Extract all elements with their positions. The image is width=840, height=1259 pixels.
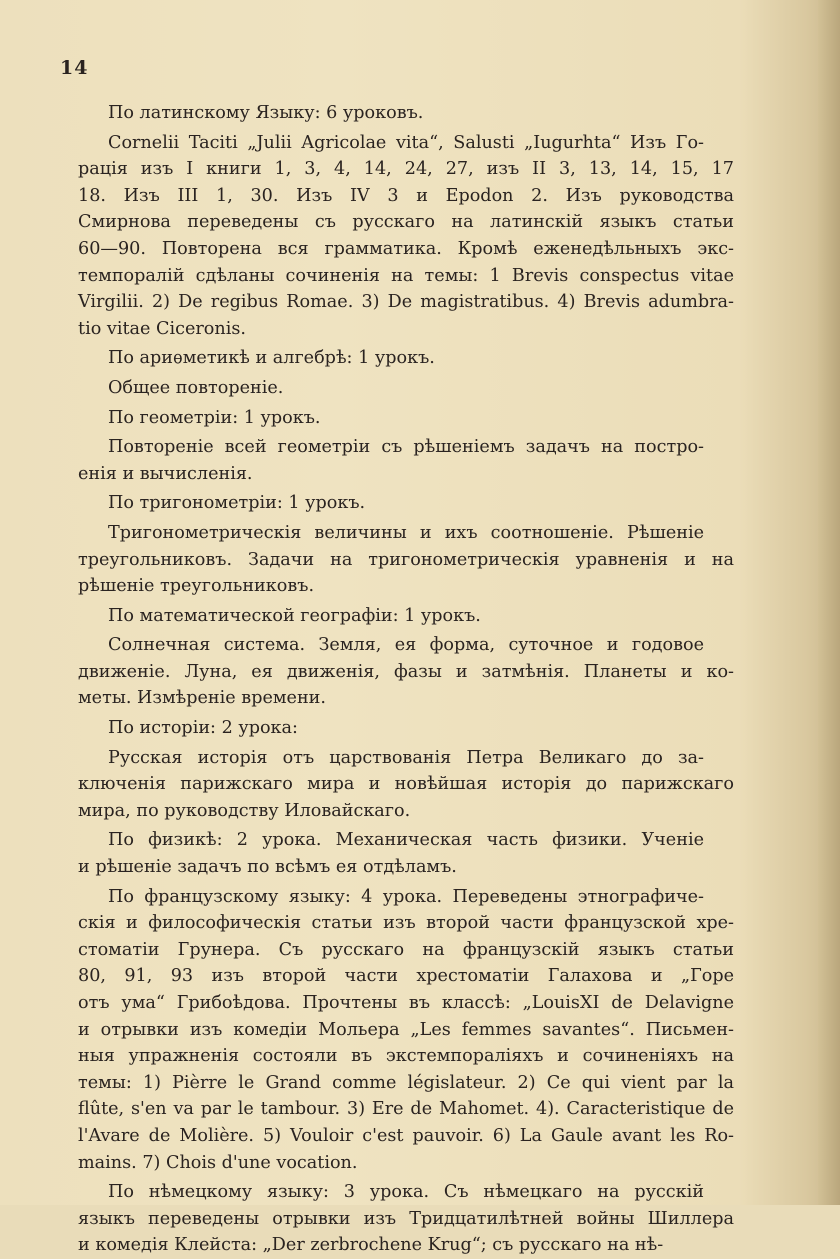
text-line: По ариѳметикѣ и алгебрѣ: 1 урокъ.: [108, 348, 435, 369]
text-line: По французскому языку: 4 урока. Переведены этнографиче-: [108, 886, 704, 907]
text-line: Тригонометрическія величины и ихъ соотношеніе. Рѣшеніе: [108, 522, 704, 543]
text-line: и комедія Клейста: „Der zerbrochene Krug“; съ русскаго на нѣ-: [78, 1235, 664, 1256]
text-line: и рѣшеніе задачъ по всѣмъ ея отдѣламъ.: [78, 857, 457, 878]
text-line: Cornelii Taciti „Julii Agricolae vita“, Salusti „Iugurhta“ Изъ Го-: [108, 132, 704, 153]
text-line: темы: 1) Pièrre le Grand comme législateur. 2) Ce qui vient par la: [78, 1072, 734, 1093]
text-line: Общее повтореніе.: [108, 377, 284, 398]
text-line: мира, по руководству Иловайскаго.: [78, 800, 411, 821]
page-number: 14: [60, 57, 89, 79]
text-line: Virgilii. 2) De regibus Romae. 3) De magistratibus. 4) Brevis adumbra-: [78, 292, 734, 313]
text-line: flûte, s'en va par le tambour. 3) Ere de Mahomet. 4). Caracteristique de: [78, 1099, 734, 1120]
text-line: отъ ума“ Грибоѣдова. Прочтены въ классѣ: „LouisXI de Delavigne: [78, 993, 734, 1013]
text-line: рѣшеніе треугольниковъ.: [78, 576, 315, 597]
body-text: [78, 100, 734, 1259]
text-line: движеніе. Луна, ея движенія, фазы и затмѣнія. Планеты и ко-: [78, 661, 734, 682]
text-line: Смирнова переведены съ русскаго на латинскій языкъ статьи: [78, 212, 734, 233]
text-line: mains. 7) Chois d'une vocation.: [78, 1152, 358, 1173]
text-line: рація изъ I книги 1, 3, 4, 14, 24, 27, изъ II 3, 13, 14, 15, 17: [78, 159, 734, 180]
text-line: Русская исторія отъ царствованія Петра Великаго до за-: [108, 747, 704, 768]
text-line: По физикѣ: 2 урока. Механическая часть физики. Ученіе: [108, 830, 704, 851]
text-line: темпоралій сдѣланы сочиненія на темы: 1 Brevis conspectus vitae: [78, 265, 734, 286]
text-line: По исторіи: 2 урока:: [108, 718, 298, 739]
text-line: 80, 91, 93 изъ второй части хрестоматіи Галахова и „Горе: [78, 966, 734, 987]
text-line: tio vitae Ciceronis.: [78, 318, 246, 339]
text-line: По геометріи: 1 урокъ.: [108, 407, 321, 428]
text-line: ныя упражненія состояли въ экстемпораліяхъ и сочиненіяхъ на: [78, 1046, 734, 1067]
text-line: скія и философическія статьи изъ второй части французской хре-: [78, 913, 734, 934]
text-line: стоматіи Грунера. Съ русскаго на французскій языкъ статьи: [78, 939, 734, 960]
text-line: По математической географіи: 1 урокъ.: [108, 605, 481, 626]
text-line: енія и вычисленія.: [78, 463, 253, 484]
text-line: По тригонометріи: 1 урокъ.: [108, 493, 366, 514]
text-line: Повтореніе всей геометріи съ рѣшеніемъ задачъ на постро-: [108, 437, 704, 458]
text-line: По нѣмецкому языку: 3 урока. Съ нѣмецкаго на русскій: [108, 1182, 704, 1203]
text-line: треугольниковъ. Задачи на тригонометрическія уравненія и на: [78, 549, 734, 570]
text-line: и отрывки изъ комедіи Мольера „Les femmes savantes“. Письмен-: [78, 1019, 734, 1040]
text-line: 18. Изъ III 1, 30. Изъ IV 3 и Epodon 2. Изъ руководства: [78, 185, 734, 206]
text-line: Солнечная система. Земля, ея форма, суточное и годовое: [108, 635, 704, 656]
text-line: 60—90. Повторена вся грамматика. Кромѣ еженедѣльныхъ экс-: [78, 238, 734, 259]
text-line: языкъ переведены отрывки изъ Тридцатилѣтней войны Шиллера: [78, 1208, 734, 1229]
text-line: По латинскому Языку: 6 уроковъ.: [108, 103, 424, 123]
page-edge-shadow: [818, 0, 840, 1205]
text-line: меты. Измѣреніе времени.: [78, 688, 327, 709]
text-line: l'Avare de Molière. 5) Vouloir c'est pauvoir. 6) La Gaule avant les Ro-: [78, 1125, 734, 1146]
text-line: ключенія парижскаго мира и новѣйшая исторія до парижскаго: [78, 774, 734, 795]
